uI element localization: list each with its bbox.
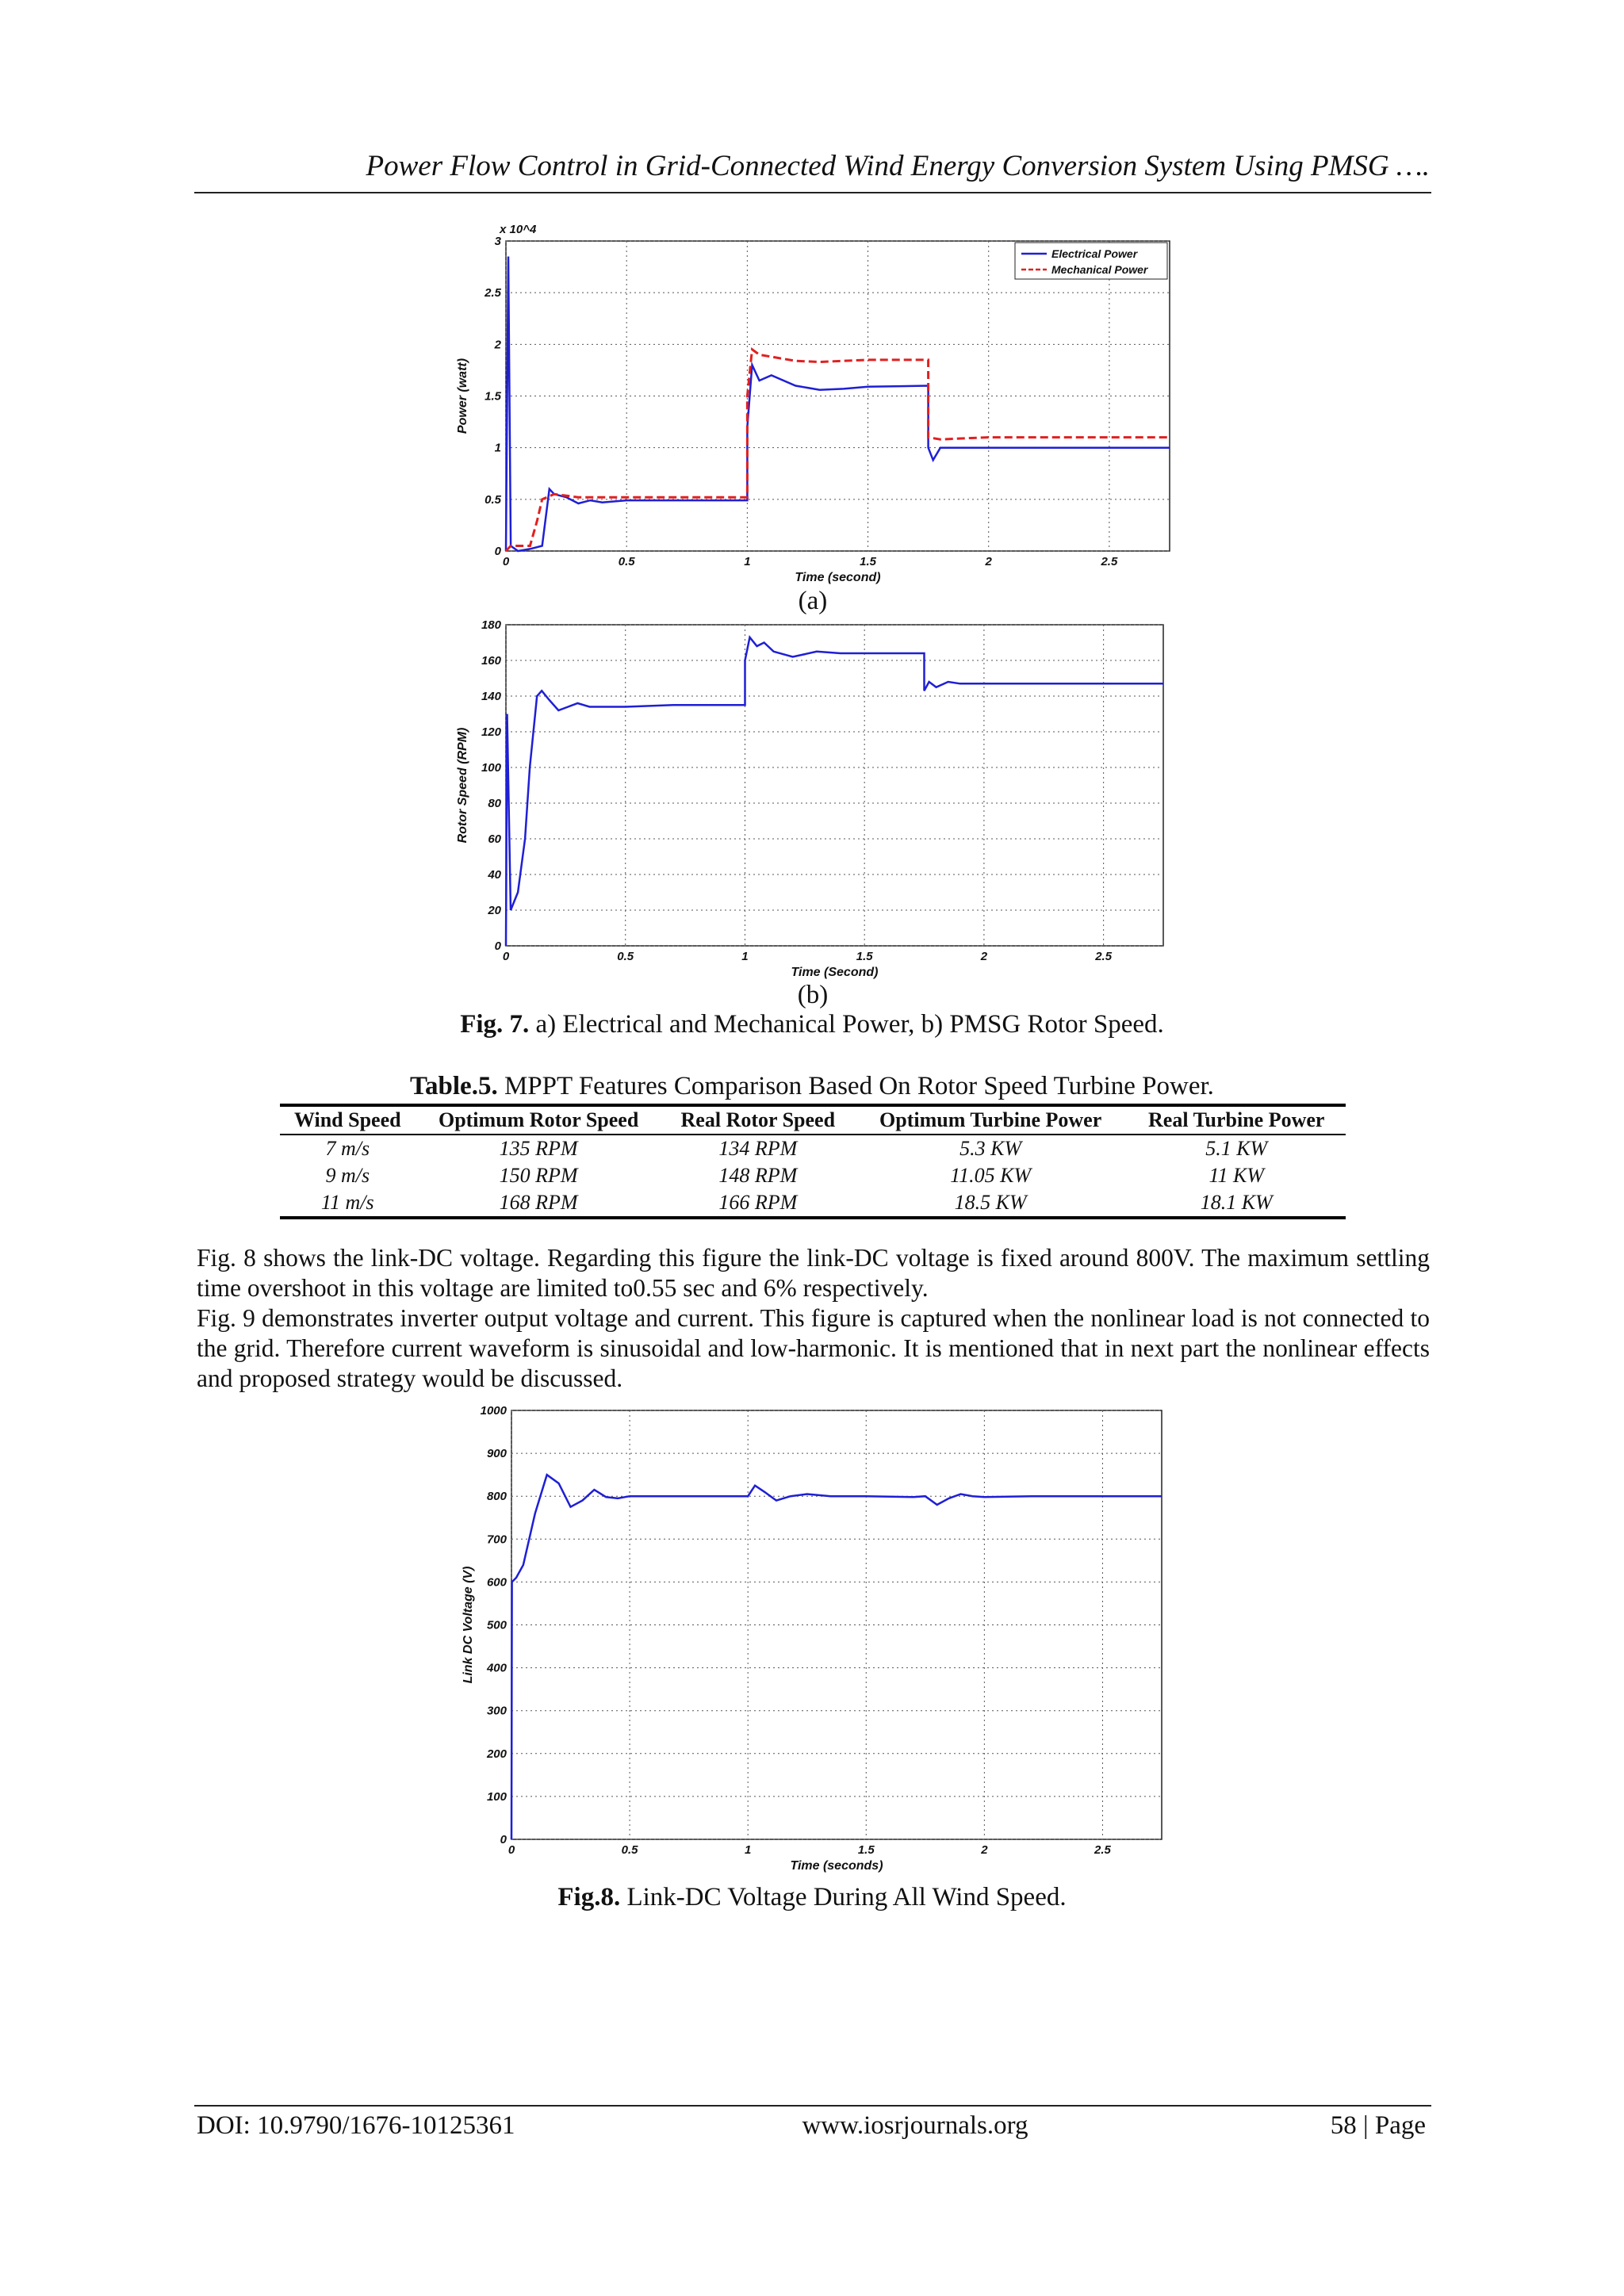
table-row	[280, 1135, 1346, 1162]
fig7a-sublabel: (a)	[798, 587, 828, 615]
y-tick-label: 100	[481, 761, 501, 775]
col-optimum-rotor-speed: Optimum Rotor Speed	[416, 1105, 662, 1135]
y-tick-label: 1.5	[485, 389, 501, 404]
fig8-caption-text: Link-DC Voltage During All Wind Speed.	[620, 1883, 1067, 1911]
x-tick-label: 0.5	[621, 1843, 638, 1857]
table-cell: 9 m/s	[325, 1164, 370, 1187]
x-tick-label: 1.5	[857, 1843, 875, 1857]
footer-doi: DOI: 10.9790/1676-10125361	[197, 2111, 515, 2140]
x-tick-label: 2.5	[1094, 1843, 1111, 1857]
table5-caption-text: MPPT Features Comparison Based On Rotor Speed Turbine Power.	[497, 1072, 1214, 1100]
y-tick-label: 100	[486, 1789, 507, 1804]
y-axis-label: Power (watt)	[456, 358, 469, 434]
x-tick-label: 1.5	[856, 950, 873, 963]
paragraph-fig9: Fig. 9 demonstrates inverter output voltage and current. This figure is captured when the nonlinear load is not connected to the grid. Therefore current waveform is sinusoidal and low-harmonic. It is mentioned that in next part the nonlinear effects and proposed strategy would be discussed.	[197, 1304, 1430, 1392]
fig7-caption	[0, 1010, 1624, 1039]
table5-caption	[0, 1072, 1624, 1101]
fig7-caption-text: a) Electrical and Mechanical Power, b) PMSG Rotor Speed.	[529, 1010, 1164, 1039]
table-cell: 166 RPM	[662, 1189, 854, 1218]
y-tick-label: 0.5	[485, 492, 501, 507]
x-tick-label: 2.5	[1101, 555, 1118, 568]
fig7-caption-label: Fig. 7.	[460, 1010, 530, 1039]
header-rule	[194, 192, 1431, 193]
legend-entry: Electrical Power	[1051, 247, 1138, 260]
x-tick-label: 0.5	[617, 950, 634, 963]
table-cell: 148 RPM	[718, 1164, 798, 1187]
x-tick-label: 2	[985, 555, 992, 568]
link-dc-voltage-chart	[452, 1399, 1174, 1887]
y-tick-label: 1	[494, 441, 501, 455]
y-tick-label: 600	[486, 1575, 507, 1590]
table-cell: 150 RPM	[499, 1164, 578, 1187]
x-tick-label: 0	[502, 950, 510, 963]
y-tick-label: 500	[486, 1618, 507, 1632]
fig7b-sublabel: (b)	[797, 981, 829, 1009]
col-optimum-turbine-power: Optimum Turbine Power	[854, 1105, 1128, 1135]
y-tick-label: 0	[494, 939, 501, 953]
plot-frame	[506, 241, 1170, 551]
x-tick-label: 0.5	[618, 555, 635, 568]
table-cell: 18.5 KW	[854, 1189, 1128, 1218]
x-axis-label: Time (seconds)	[790, 1859, 883, 1873]
x-axis-label: Time (Second)	[791, 966, 879, 979]
y-tick-label: 140	[481, 690, 501, 703]
y-tick-label: 2	[494, 338, 501, 352]
y-tick-label: 200	[486, 1747, 507, 1761]
footer-page-number: 58 | Page	[1330, 2111, 1426, 2140]
footer-website: www.iosrjournals.org	[802, 2111, 1028, 2140]
x-tick-label: 0	[508, 1843, 515, 1857]
y-tick-label: 900	[486, 1447, 507, 1461]
table-row	[280, 1162, 1346, 1189]
y-tick-label: 60	[488, 832, 501, 846]
y-tick-label: 3	[494, 235, 501, 248]
x-tick-label: 2	[981, 1843, 988, 1857]
y-tick-label: 400	[486, 1661, 507, 1675]
y-tick-label: 180	[481, 618, 501, 632]
table-cell: 7 m/s	[325, 1137, 370, 1160]
y-tick-label: 0	[494, 545, 501, 558]
legend-entry: Mechanical Power	[1051, 263, 1148, 276]
footer-rule	[194, 2105, 1431, 2107]
header-title: Power Flow Control in Grid-Connected Wind Energy Conversion System Using PMSG ….	[366, 150, 1430, 182]
table5-caption-label: Table.5.	[410, 1072, 498, 1100]
table-cell: 18.1 KW	[1127, 1189, 1346, 1218]
y-exponent-label: x 10^4	[500, 223, 537, 236]
table-header-row	[280, 1105, 1346, 1135]
y-tick-label: 2.5	[485, 286, 501, 300]
table-cell: 134 RPM	[718, 1137, 798, 1160]
fig8-caption-label: Fig.8.	[557, 1883, 621, 1911]
paragraph-fig8: Fig. 8 shows the link-DC voltage. Regarding this figure the link-DC voltage is fixed around 800V. The maximum settling time overshoot in this voltage are limited to0.55 sec and 6% respectively.	[197, 1244, 1430, 1302]
table-cell: 11 m/s	[280, 1189, 416, 1218]
y-tick-label: 20	[488, 904, 501, 917]
y-tick-label: 800	[486, 1490, 507, 1504]
table-cell: 5.3 KW	[959, 1137, 1022, 1160]
y-tick-label: 120	[481, 725, 501, 739]
y-tick-label: 300	[486, 1704, 507, 1718]
x-tick-label: 1	[745, 1843, 752, 1857]
table-cell: 11 KW	[1208, 1164, 1265, 1187]
fig8-caption	[0, 1883, 1624, 1912]
table-row	[280, 1189, 1346, 1218]
col-real-turbine-power: Real Turbine Power	[1127, 1105, 1346, 1135]
y-axis-label: Link DC Voltage (V)	[462, 1566, 475, 1684]
plot-frame	[506, 625, 1163, 946]
rotor-speed-chart	[452, 617, 1174, 982]
y-tick-label: 700	[486, 1533, 507, 1547]
y-axis-label: Rotor Speed (RPM)	[456, 727, 469, 844]
table-cell: 5.1 KW	[1205, 1137, 1268, 1160]
y-tick-label: 160	[481, 654, 501, 668]
power-chart	[452, 214, 1174, 587]
x-axis-label: Time (second)	[795, 571, 881, 584]
table-cell: 135 RPM	[499, 1137, 578, 1160]
table-cell: 168 RPM	[416, 1189, 662, 1218]
y-tick-label: 1000	[480, 1404, 507, 1418]
x-tick-label: 0	[502, 555, 510, 568]
x-tick-label: 1	[741, 950, 749, 963]
col-real-rotor-speed: Real Rotor Speed	[662, 1105, 854, 1135]
y-tick-label: 80	[488, 797, 501, 810]
col-wind-speed: Wind Speed	[280, 1105, 416, 1135]
y-tick-label: 0	[500, 1833, 507, 1846]
y-tick-label: 40	[488, 868, 501, 882]
mppt-table	[280, 1104, 1346, 1219]
x-tick-label: 1	[744, 555, 751, 568]
x-tick-label: 2	[980, 950, 988, 963]
table-cell: 11.05 KW	[950, 1164, 1032, 1187]
x-tick-label: 2.5	[1095, 950, 1113, 963]
x-tick-label: 1.5	[860, 555, 876, 568]
running-header	[194, 149, 1431, 183]
